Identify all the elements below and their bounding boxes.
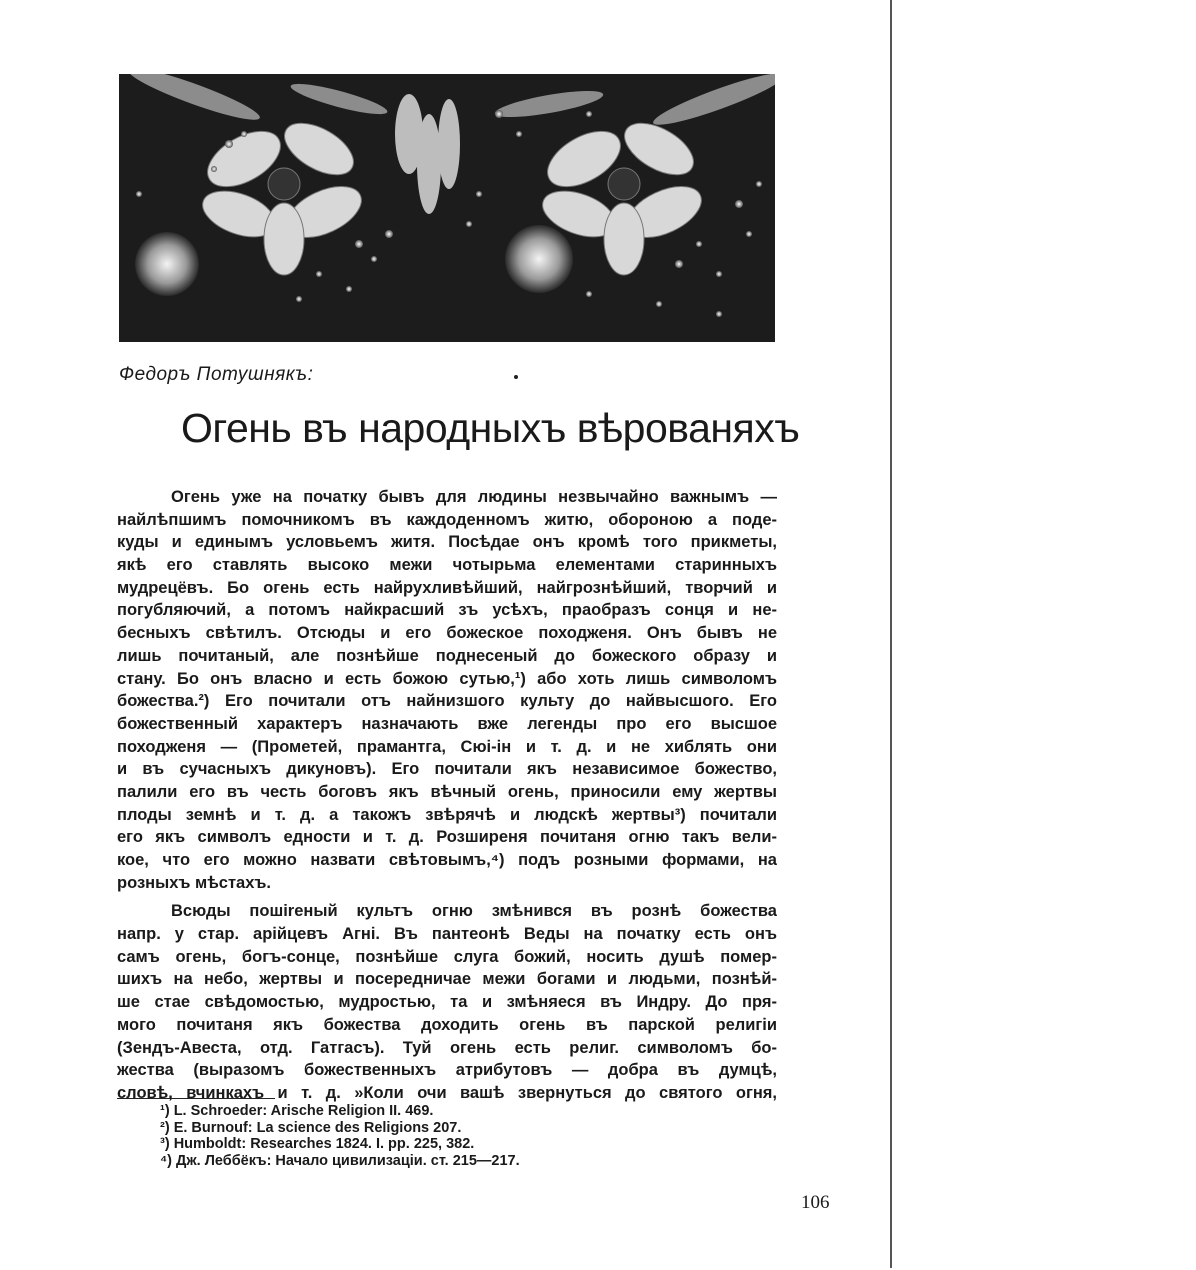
stray-dot [514, 375, 518, 379]
text-line: шихъ на небо, жертвы и посередничае межи богами и людьми, познѣй- [117, 970, 777, 989]
floral-embroidery-image [119, 74, 775, 342]
text-line: словѣ, вчинкахъ и т. д. »Коли очи вашѣ звернуться до святого огня, [117, 1083, 777, 1102]
footnote-mark: ¹) [160, 1103, 170, 1119]
text-line: мудрецёвъ. Бо огень есть найрухливѣйший, найгрознѣйший, творчий и [117, 578, 777, 597]
text-line: его якъ символъ едности и т. д. Розширеня почитаня огню такъ вели- [117, 828, 777, 847]
footnote-rule [117, 1098, 275, 1099]
footnotes [160, 1103, 520, 1169]
footnote [160, 1136, 520, 1153]
footnote-mark: ⁴) [160, 1152, 173, 1169]
text-line: и въ сучасныхъ дикуновъ). Его почитали якъ независимое божество, [117, 760, 777, 779]
footnote [160, 1153, 520, 1170]
text-line: походженя — (Прометей, прамантга, Сюі-ін и т. д. и не хиблять они [117, 737, 777, 756]
text-line: якѣ его ставлять высоко межи чотырьма елементами старинныхъ [117, 556, 777, 575]
footnote-mark: ²) [160, 1119, 170, 1136]
article-title: Огень въ народныхъ вѣрованяхъ [181, 405, 800, 451]
embroidery-illustration [119, 74, 775, 342]
text-line: (Зендъ-Авеста, отд. Гатгасъ). Туй огень есть религ. символомъ бо- [117, 1038, 777, 1057]
text-line: божества.²) Его почитали отъ найнизшого культу до найвысшого. Его [117, 692, 777, 711]
footnote-text: Humboldt: Researches 1824. I. pp. 225, 382. [173, 1136, 475, 1152]
text-line: жества (выразомъ божественныхъ атрибутовъ — добра въ думцѣ, [117, 1061, 777, 1080]
text-line: кое, что его можно назвати свѣтовымъ,⁴) подъ розными формами, на [117, 851, 777, 869]
text-line: Всюды пошireный культъ огню змѣнився въ рознѣ божества [171, 902, 777, 921]
text-line: розныхъ мѣстахъ. [117, 873, 272, 892]
text-line: божественный характеръ назначають вже легенды про его высшое [117, 714, 777, 733]
text-line: стану. Бо онъ власно и есть божою сутью,¹) або хоть лишь символомъ [117, 669, 777, 688]
text-line: самъ огень, богъ-сонце, познѣйше слуга божий, носить душѣ помер- [117, 947, 777, 966]
text-line: мого почитаня якъ божества доходить огень въ парской религіи [117, 1015, 777, 1034]
footnote-text: L. Schroeder: Arische Religion II. 469. [173, 1103, 434, 1119]
article-body [117, 486, 777, 1105]
footnote-text: E. Burnouf: La science des Religions 207. [173, 1119, 462, 1136]
text-line: куды и единымъ условьемъ житя. Посѣдае онъ кромѣ того прикметы, [117, 533, 777, 552]
text-line: палили его въ честь боговъ якъ вѣчный огень, приносили ему жертвы [117, 782, 777, 801]
text-line: бесныхъ свѣтилъ. Отсюды и его божеское походженя. Онъ бывъ не [117, 624, 777, 643]
footnote [160, 1103, 520, 1120]
footnote-mark: ³) [160, 1136, 170, 1152]
text-line: Огень уже на початку бывъ для людины незвычайно важнымъ — [171, 488, 777, 506]
text-line: найлѣпшимъ помочникомъ въ каждоденномъ житю, обороною а подe- [117, 510, 777, 529]
text-line: погубляючий, а потомъ найкрасший зъ усѣхъ, праобразъ сонця и не- [117, 601, 777, 620]
text-line: напр. у стар. арійцевъ Агні. Въ пантеонѣ Веды на початку есть онъ [117, 925, 777, 944]
text-line: ше стае свѣдомостью, мудростью, та и змѣняеся въ Индру. До пря- [117, 993, 777, 1012]
page-number: 106 [801, 1192, 830, 1213]
text-line: лишь почитаный, але познѣйше поднесеный до божеского образу и [117, 646, 777, 665]
author-name: Федоръ Потушнякъ: [119, 364, 314, 385]
footnote-text: Дж. Леббёкъ: Начало цивилизаціи. ст. 215—217. [176, 1152, 520, 1169]
footnote [160, 1120, 520, 1137]
text-line: плоды земнѣ и т. д. а такожъ звѣрячѣ и людскѣ жертвы³) почитали [117, 805, 777, 824]
